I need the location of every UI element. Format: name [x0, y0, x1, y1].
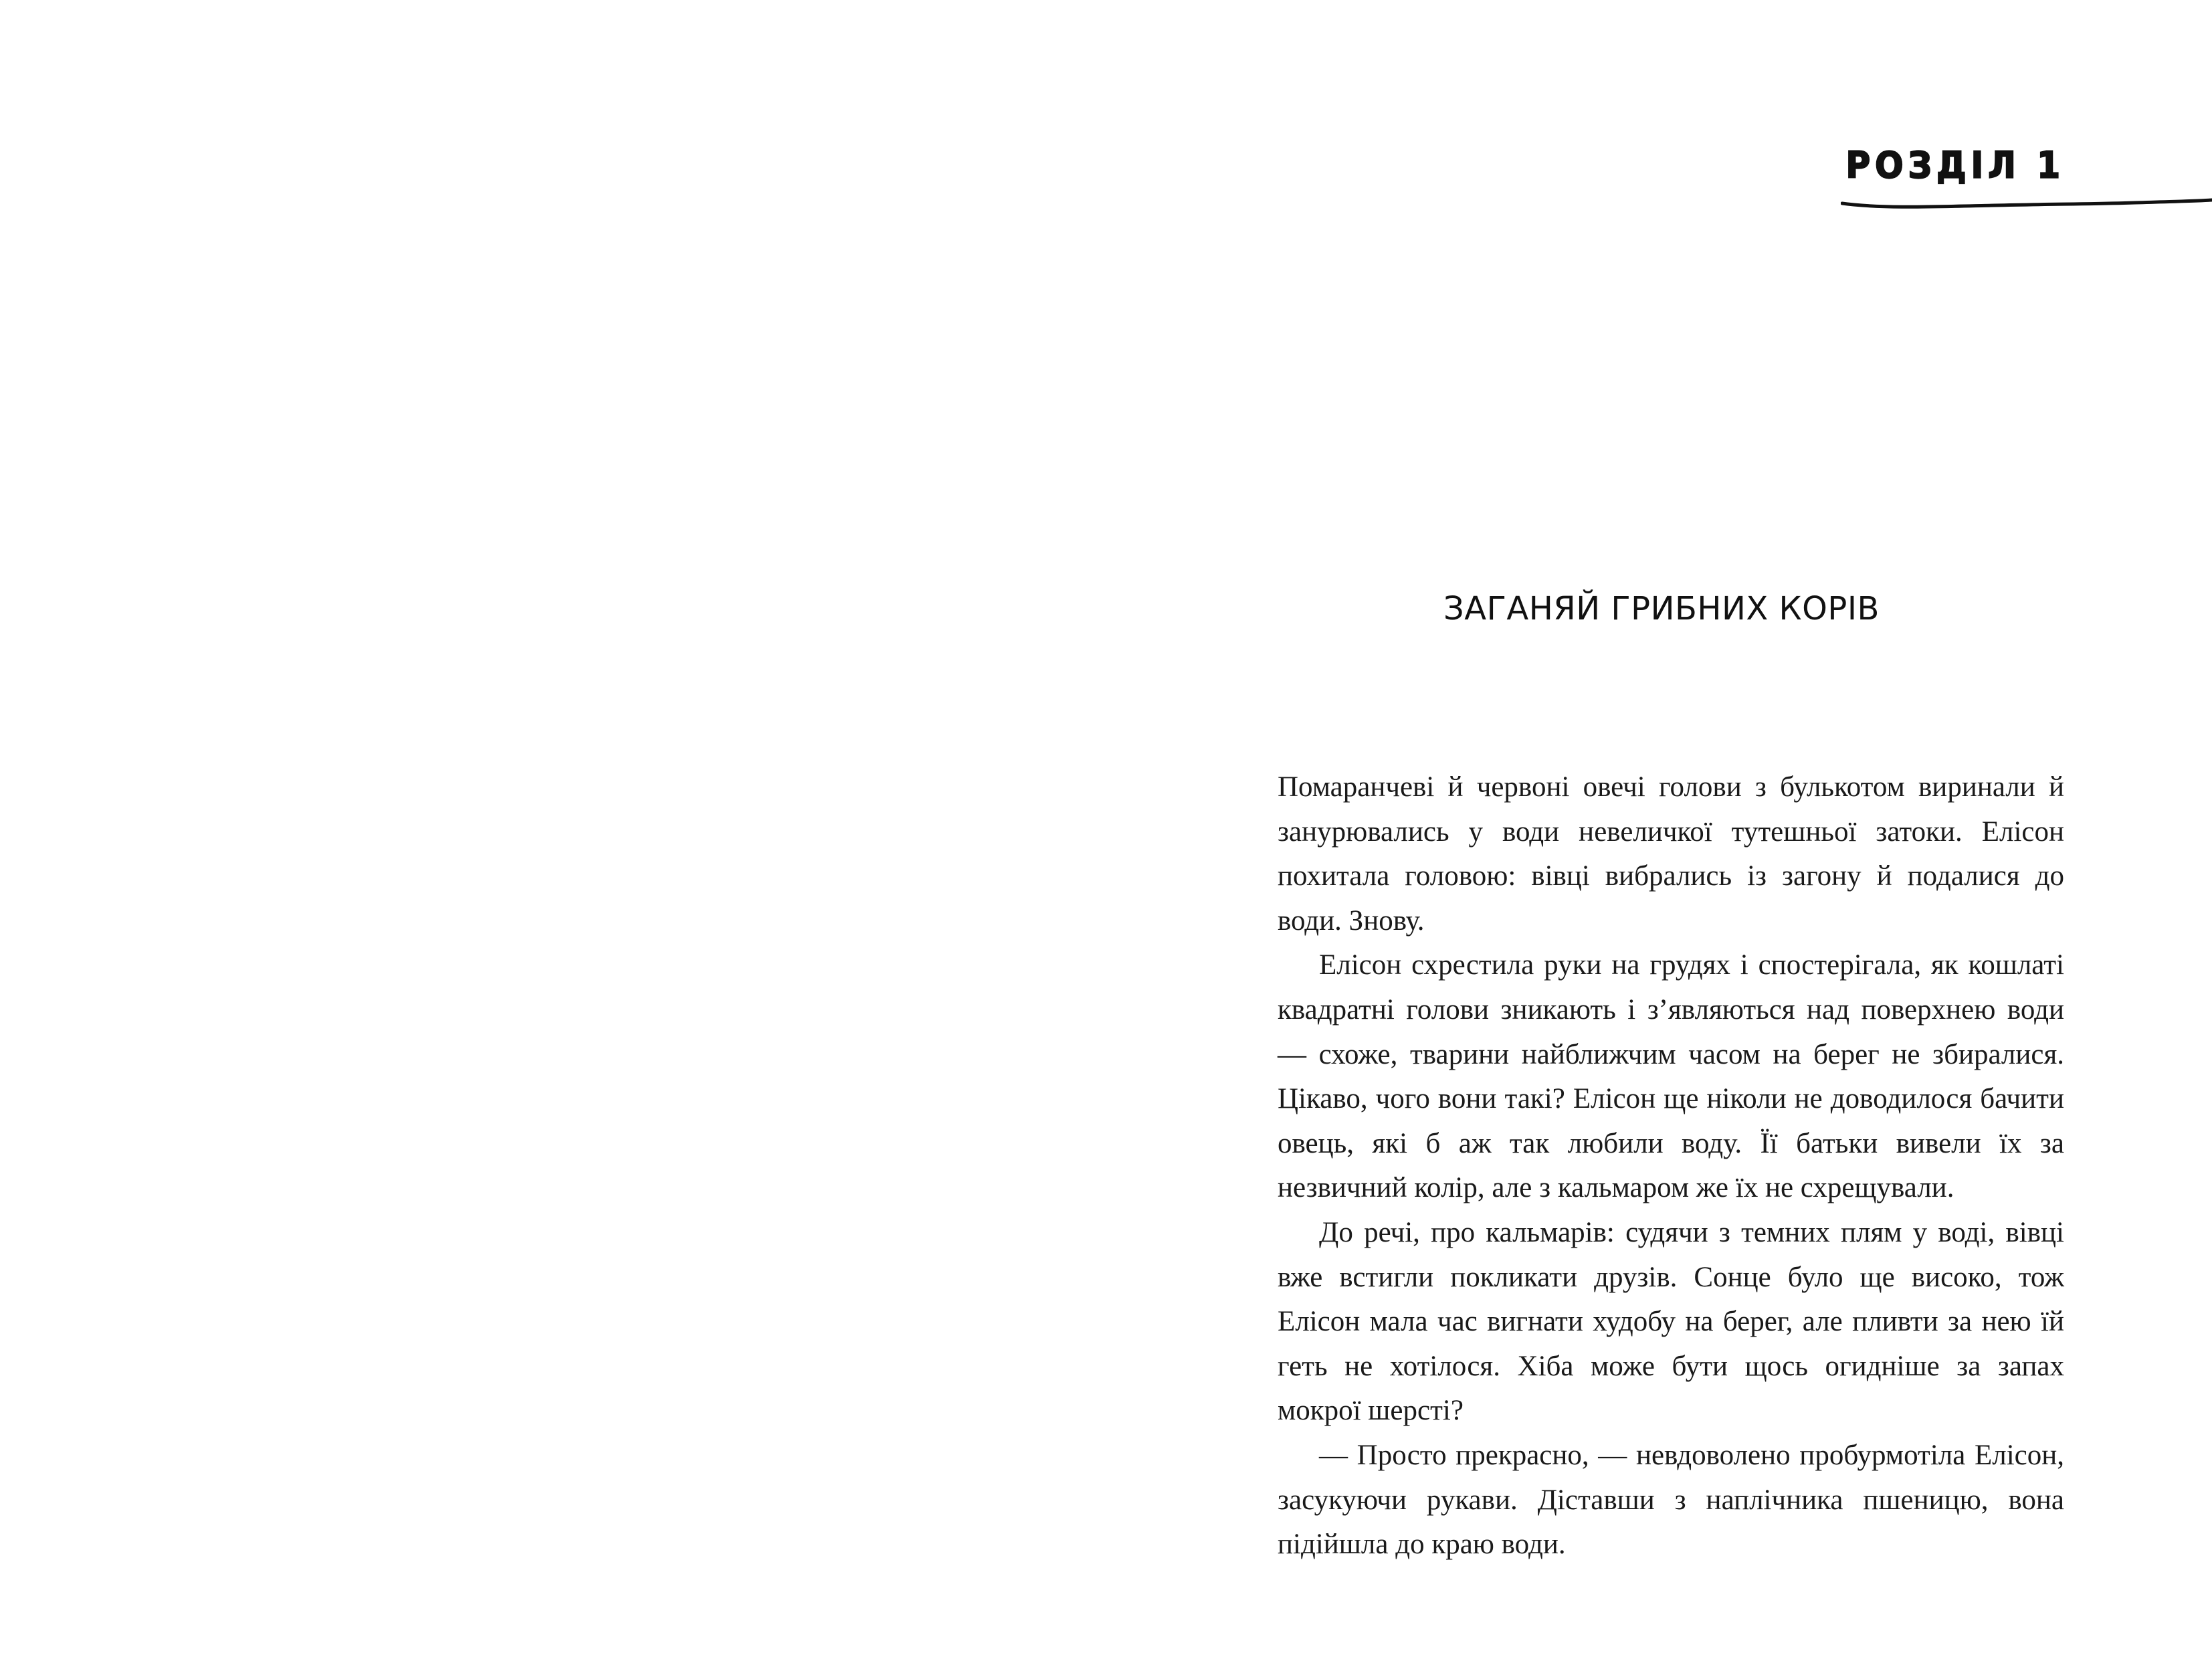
chapter-label: РОЗДІЛ 1	[1845, 144, 2065, 187]
paragraph-4: — Просто прекрасно, — невдоволено пробурмотіла Елісон, засукуючи рукави. Діставши з наплічника пшеницю, вона підійшла до краю води.	[1278, 1439, 2064, 1561]
chapter-title: ЗАГАНЯЙ ГРИБНИХ КОРІВ	[1443, 590, 1880, 627]
chapter-underline-stroke	[1841, 194, 2212, 214]
body-text	[1278, 765, 2064, 1567]
right-page	[1106, 0, 2212, 1659]
paragraph-2: Елісон схрестила руки на грудях і спостерігала, як кошлаті квадратні голови зникають і з’являються над поверхнею води — схоже, тварини найближчим часом на берег не збиралися. Цікаво, чого вони такі? Елісон ще ніколи не доводилося бачити овець, які б аж так любили воду. Її батьки вивели їх за незвичний колір, але з кальмаром же їх не схрещували.	[1278, 949, 2064, 1204]
paragraph-3: До речі, про кальмарів: судячи з темних плям у воді, вівці вже встигли покликати друзів. Сонце було ще високо, тож Елісон мала час вигнати худобу на берег, але пливти за нею їй геть не хотілося. Хіба може бути щось огидніше за запах мокрої шерсті?	[1278, 1216, 2064, 1427]
paragraph-1: Помаранчеві й червоні овечі голови з булькотом виринали й занурювались у води невеличкої тутешньої затоки. Елісон похитала головою: вівці вибрались із загону й подалися до води. Знову.	[1278, 771, 2064, 937]
